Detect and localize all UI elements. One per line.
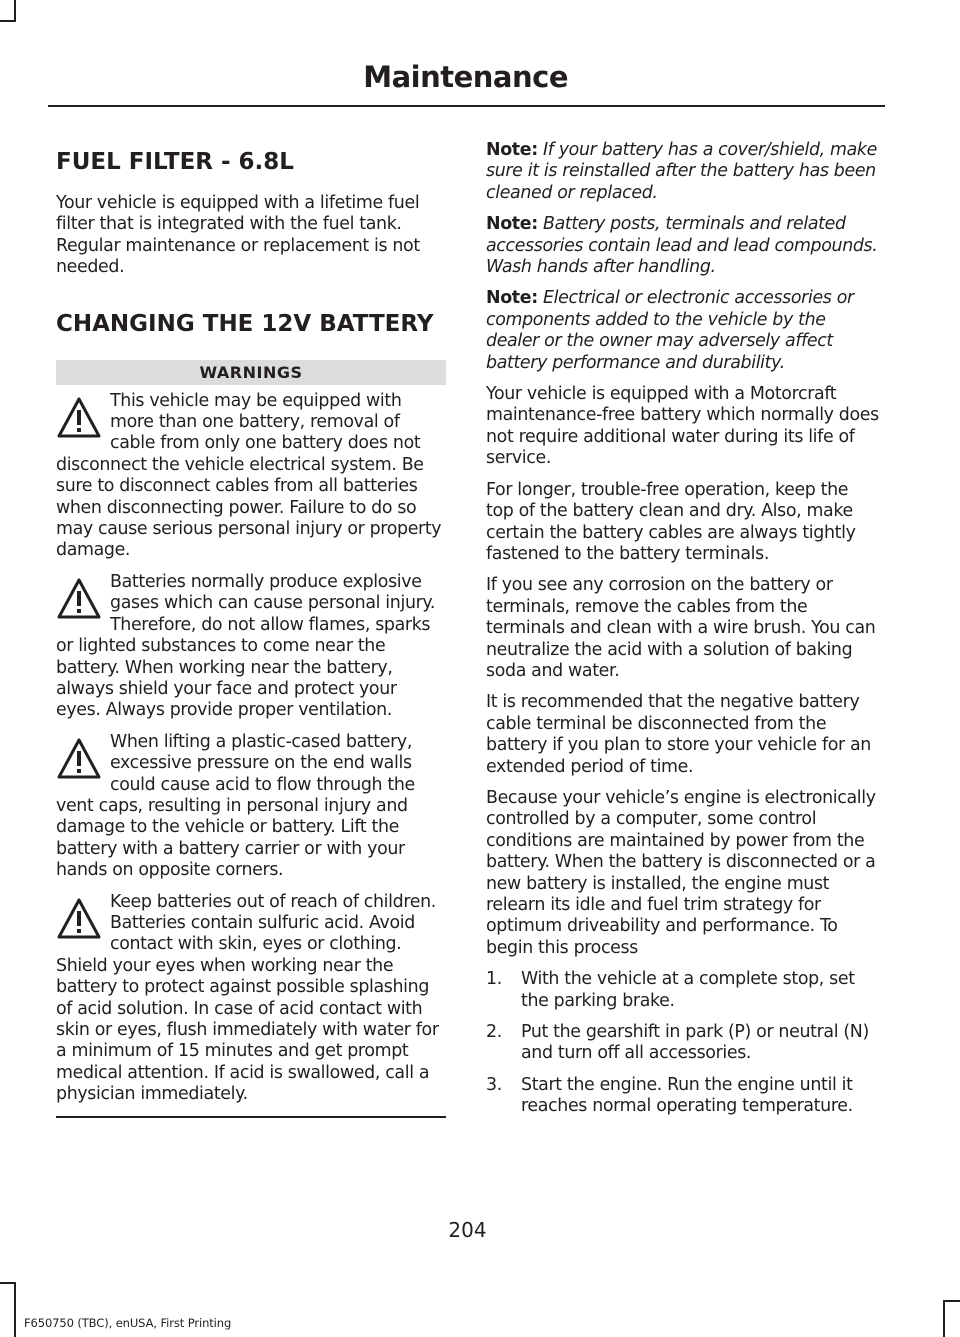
- step-text: Start the engine. Run the engine until it reaches normal operating temperature.: [521, 1074, 853, 1117]
- steps-list: [486, 969, 880, 1117]
- note-label: Note:: [486, 140, 538, 160]
- warning-triangle-icon: [56, 896, 102, 942]
- warning-item: [56, 572, 446, 722]
- fuel-filter-text: Your vehicle is equipped with a lifetime fuel filter that is integrated with the fuel tank. Regular maintenance or replacement is not needed.: [56, 193, 420, 278]
- header-rule: [48, 105, 885, 107]
- footer-text: F650750 (TBC), enUSA, First Printing: [24, 1316, 232, 1330]
- step-text: Put the gearshift in park (P) or neutral (N) and turn off all accessories.: [521, 1022, 869, 1064]
- warning-triangle-icon: [56, 395, 102, 441]
- page-number: 204: [448, 1218, 487, 1242]
- body-paragraph: For longer, trouble-free operation, keep the top of the battery clean and dry. Also, make certain the battery cables are always tightly fastened to the battery terminals.: [486, 479, 856, 564]
- warning-text: Batteries normally produce explosive gases which can cause personal injury. Therefore, do not allow flames, sparks or lighted substances to come near the battery. When working near the battery, always shield your face and protect your eyes. Always provide proper ventilation.: [56, 571, 436, 721]
- step-item: [486, 1022, 880, 1065]
- step-item: [486, 1075, 880, 1118]
- note-text: Electrical or electronic accessories or components added to the vehicle by the dealer or the owner may adversely affect battery performance and durability.: [486, 288, 854, 373]
- section-title-battery: CHANGING THE 12V BATTERY: [56, 310, 434, 337]
- warning-text: When lifting a plastic-cased battery, excessive pressure on the end walls could cause acid to flow through the vent caps, resulting in personal injury and damage to the vehicle or battery. Lift the battery with a battery carrier or with your hands on opposite corners.: [56, 731, 415, 881]
- step-item: [486, 969, 880, 1012]
- warning-text: This vehicle may be equipped with more than one battery, removal of cable from only one battery does not disconnect the vehicle electrical system. Be sure to disconnect cables from all batteries when disconnecting power. Failure to do so may cause serious personal injury or property damage.: [56, 390, 442, 561]
- warning-item: [56, 391, 446, 562]
- warnings-end-rule: [56, 1116, 446, 1118]
- crop-mark: [943, 1300, 960, 1302]
- crop-mark: [0, 20, 16, 22]
- note-label: Note:: [486, 214, 538, 235]
- body-paragraph: If you see any corrosion on the battery or terminals, remove the cables from the terminals and clean with a wire brush. You can neutralize the acid with a solution of baking soda and water.: [486, 575, 876, 681]
- crop-mark: [943, 1300, 945, 1337]
- body-paragraph: Because your vehicle’s engine is electronically controlled by a computer, some control conditions are maintained by power from the battery. When the battery is disconnected or a new battery is installed, the engine must relearn its idle and fuel trim strategy for optimum driveability and performance. To begin this process: [486, 787, 876, 958]
- warning-text: Keep batteries out of reach of children. Batteries contain sulfuric acid. Avoid contact with skin, eyes or clothing. Shield your eyes when working near the battery to protect against possible splashing of acid solution. In case of acid contact with skin or eyes, flush immediately with water for a minimum of 15 minutes and get prompt medical attention. If acid is swallowed, call a physician immediately.: [56, 891, 439, 1105]
- note: [486, 214, 880, 278]
- note-text: Battery posts, terminals and related accessories contain lead and lead compounds. Wash hands after handling.: [486, 214, 878, 278]
- crop-mark: [14, 0, 16, 22]
- crop-mark: [0, 1282, 16, 1284]
- left-column: [56, 140, 446, 1118]
- note-text: If your battery has a cover/shield, make sure it is reinstalled after the battery has been cleaned or replaced.: [486, 140, 877, 203]
- warnings-heading: WARNINGS: [56, 360, 446, 385]
- section-title-fuel-filter: FUEL FILTER - 6.8L: [56, 149, 294, 175]
- crop-mark: [14, 1282, 16, 1337]
- body-paragraph: Your vehicle is equipped with a Motorcraft maintenance-free battery which normally does not require additional water during its life of service.: [486, 384, 879, 469]
- step-text: With the vehicle at a complete stop, set the parking brake.: [521, 969, 855, 1011]
- step-number: 1.: [486, 969, 502, 990]
- warning-item: [56, 732, 446, 882]
- right-column: [486, 140, 880, 1128]
- warning-triangle-icon: [56, 576, 102, 622]
- note: [486, 288, 880, 374]
- page-title: Maintenance: [363, 60, 568, 94]
- body-paragraph: It is recommended that the negative battery cable terminal be disconnected from the battery if you plan to store your vehicle for an extended period of time.: [486, 692, 871, 777]
- note-label: Note:: [486, 288, 538, 309]
- warning-triangle-icon: [56, 736, 102, 782]
- note: [486, 140, 880, 204]
- warning-item: [56, 892, 446, 1106]
- step-number: 2.: [486, 1022, 502, 1043]
- step-number: 3.: [486, 1074, 502, 1095]
